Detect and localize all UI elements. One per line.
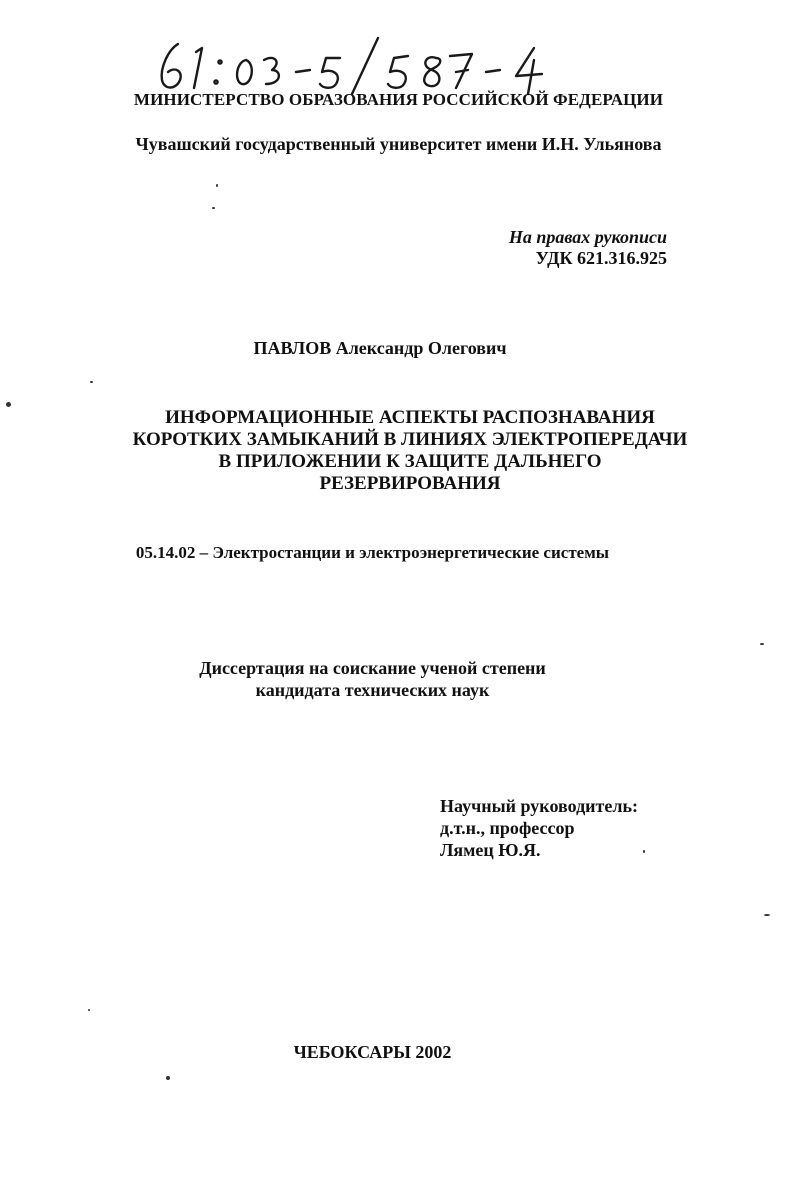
ministry-heading: МИНИСТЕРСТВО ОБРАЗОВАНИЯ РОССИЙСКОЙ ФЕДЕРАЦИИ bbox=[133, 90, 664, 109]
title-line: КОРОТКИХ ЗАМЫКАНИЙ В ЛИНИЯХ ЭЛЕКТРОПЕРЕДАЧИ bbox=[132, 429, 688, 450]
degree-line: кандидата технических наук bbox=[255, 680, 490, 700]
degree-line: Диссертация на соискание ученой степени bbox=[199, 658, 546, 678]
supervisor-name: Лямец Ю.Я. bbox=[440, 840, 541, 860]
scan-speck bbox=[6, 402, 11, 407]
specialty-code: 05.14.02 – Электростанции и электроэнергетические системы bbox=[135, 543, 610, 562]
degree-statement bbox=[0, 657, 745, 701]
scan-speck bbox=[643, 850, 645, 853]
supervisor-block bbox=[440, 795, 638, 861]
udk-code: УДК 621.316.925 bbox=[535, 248, 667, 268]
manuscript-rights: На правах рукописи bbox=[508, 227, 667, 247]
scan-speck bbox=[166, 1076, 170, 1080]
scan-speck bbox=[88, 1009, 90, 1011]
scan-speck bbox=[764, 914, 770, 916]
dissertation-title bbox=[60, 407, 760, 495]
author-name: ПАВЛОВ Александр Олегович bbox=[253, 338, 507, 358]
supervisor-label: Научный руководитель: bbox=[440, 796, 638, 816]
city-year: ЧЕБОКСАРЫ 2002 bbox=[293, 1042, 452, 1062]
scan-speck bbox=[760, 643, 764, 645]
university-name: Чувашский государственный университет имени И.Н. Ульянова bbox=[135, 134, 662, 154]
title-line: РЕЗЕРВИРОВАНИЯ bbox=[319, 473, 501, 494]
supervisor-degree: д.т.н., профессор bbox=[440, 818, 575, 838]
title-line: ИНФОРМАЦИОННЫЕ АСПЕКТЫ РАСПОЗНАВАНИЯ bbox=[165, 407, 655, 428]
scan-speck bbox=[216, 184, 218, 187]
scan-speck bbox=[212, 207, 215, 209]
title-line: В ПРИЛОЖЕНИИ К ЗАЩИТЕ ДАЛЬНЕГО bbox=[218, 451, 602, 472]
scan-speck bbox=[90, 381, 93, 383]
